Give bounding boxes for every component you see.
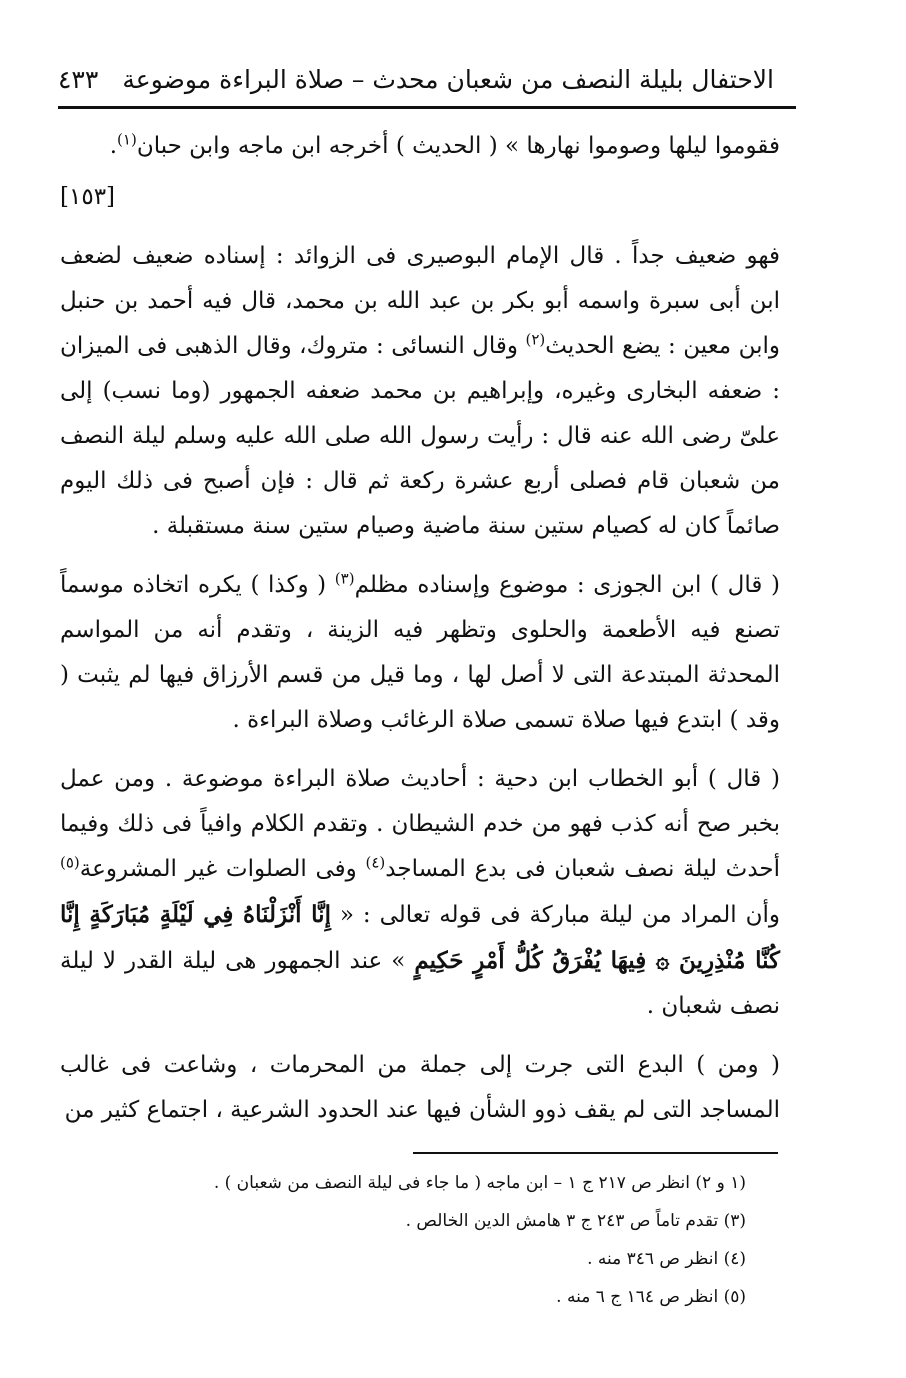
paragraph-1: [60, 124, 780, 169]
footnote-ref-5: (٥): [60, 853, 80, 872]
paragraph-3: [60, 563, 780, 743]
paragraph-1-end: .: [109, 133, 118, 159]
main-text: [60, 124, 780, 1147]
footnote-ref-3: (٣): [334, 569, 355, 588]
paragraph-4-part-b: وفى الصلوات غير المشروعة: [79, 856, 366, 882]
page-number: ٤٣٣: [58, 64, 99, 94]
paragraph-2-part-b: وقال النسائى : متروك، وقال الذهبى فى الميزان : ضعفه البخارى وغيره، وإبراهيم بن محمد ضعفه الجمهور (وما نسب) إلى علىّ رضى الله عنه قال : رأيت رسول الله صلى الله عليه وسلم ليلة النصف من شعبان قام فصلى أربع عشرة ركعة ثم قال : فإن أصبح فى ذلك اليوم صائماً كان له كصيام ستين سنة ماضية وصيام ستين سنة مستقبلة .: [60, 333, 780, 539]
quran-verse: إِنَّا أَنْزَلْنَاهُ فِي لَيْلَةٍ مُبَارَكَةٍ إِنَّا كُنَّا مُنْذِرِينَ ۞ فِيهَا يُفْرَقُ كُلُّ أَمْرٍ حَكِيمٍ: [60, 901, 780, 974]
paragraph-4-part-a: ( قال ) أبو الخطاب ابن دحية : أحاديث صلاة البراءة موضوعة . ومن عمل بخبر صح أنه كذب فهو من خدم الشيطان . وتقدم الكلام وافياً فى ذلك وفيما أحدث ليلة نصف شعبان فى بدع المساجد: [60, 766, 780, 882]
footnote-1-2: (١ و ٢) انظر ص ٢١٧ ج ١ – ابن ماجه ( ما جاء فى ليلة النصف من شعبان ) .: [213, 1173, 746, 1193]
paragraph-2: [60, 234, 780, 549]
header-rule: [58, 106, 796, 109]
footnote-5: (٥) انظر ص ١٦٤ ج ٦ منه .: [556, 1287, 746, 1307]
paragraph-4: [60, 757, 780, 1029]
paragraph-3-part-a: ( قال ) ابن الجوزى : موضوع وإسناده مظلم: [354, 572, 780, 598]
paragraph-4-part-c: وأن المراد من ليلة مباركة فى قوله تعالى : «: [330, 902, 780, 928]
paragraph-1-text: فقوموا ليلها وصوموا نهارها » ( الحديث ) أخرجه ابن ماجه وابن حبان: [136, 133, 780, 159]
paragraph-5: ( ومن ) البدع التى جرت إلى جملة من المحرمات ، وشاعت فى غالب المساجد التى لم يقف ذوو الشأن فيها عند الحدود الشرعية ، اجتماع كثير من: [60, 1052, 780, 1123]
marginal-number: [١٥٣]: [60, 184, 116, 210]
footnotes: [200, 1164, 746, 1316]
header-title: الاحتفال بليلة النصف من شعبان محدث – صلاة البراءة موضوعة: [122, 64, 774, 94]
paragraph-2-part-a: فهو ضعيف جداً . قال الإمام البوصيرى فى الزوائد : إسناده ضعيف لضعف ابن أبى سبرة واسمه أبو بكر بن عبد الله بن محمد، قال فيه أحمد بن حنبل وابن معين : يضع الحديث: [60, 243, 780, 359]
running-header: [58, 58, 774, 100]
footnote-3: (٣) تقدم تاماً ص ٢٤٣ ج ٣ هامش الدين الخالص .: [405, 1211, 746, 1231]
footnote-ref-1: (١): [117, 130, 137, 149]
footnote-4: (٤) انظر ص ٣٤٦ منه .: [587, 1249, 746, 1269]
paragraph-4-part-d: » عند الجمهور هى ليلة القدر لا ليلة نصف شعبان .: [60, 948, 780, 1019]
footnote-rule: [413, 1152, 778, 1154]
footnote-ref-2: (٢): [525, 330, 546, 349]
footnote-ref-4: (٤): [365, 853, 386, 872]
paragraph-3-part-b: ( وكذا ) يكره اتخاذه موسماً تصنع فيه الأطعمة والحلوى وتظهر فيه الزينة ، وتقدم أنه من المواسم المحدثة المبتدعة التى لا أصل لها ، وما قيل من قسم الأرزاق فيها لم يثبت ( وقد ) ابتدع فيها صلاة تسمى صلاة الرغائب وصلاة البراءة .: [60, 572, 780, 733]
